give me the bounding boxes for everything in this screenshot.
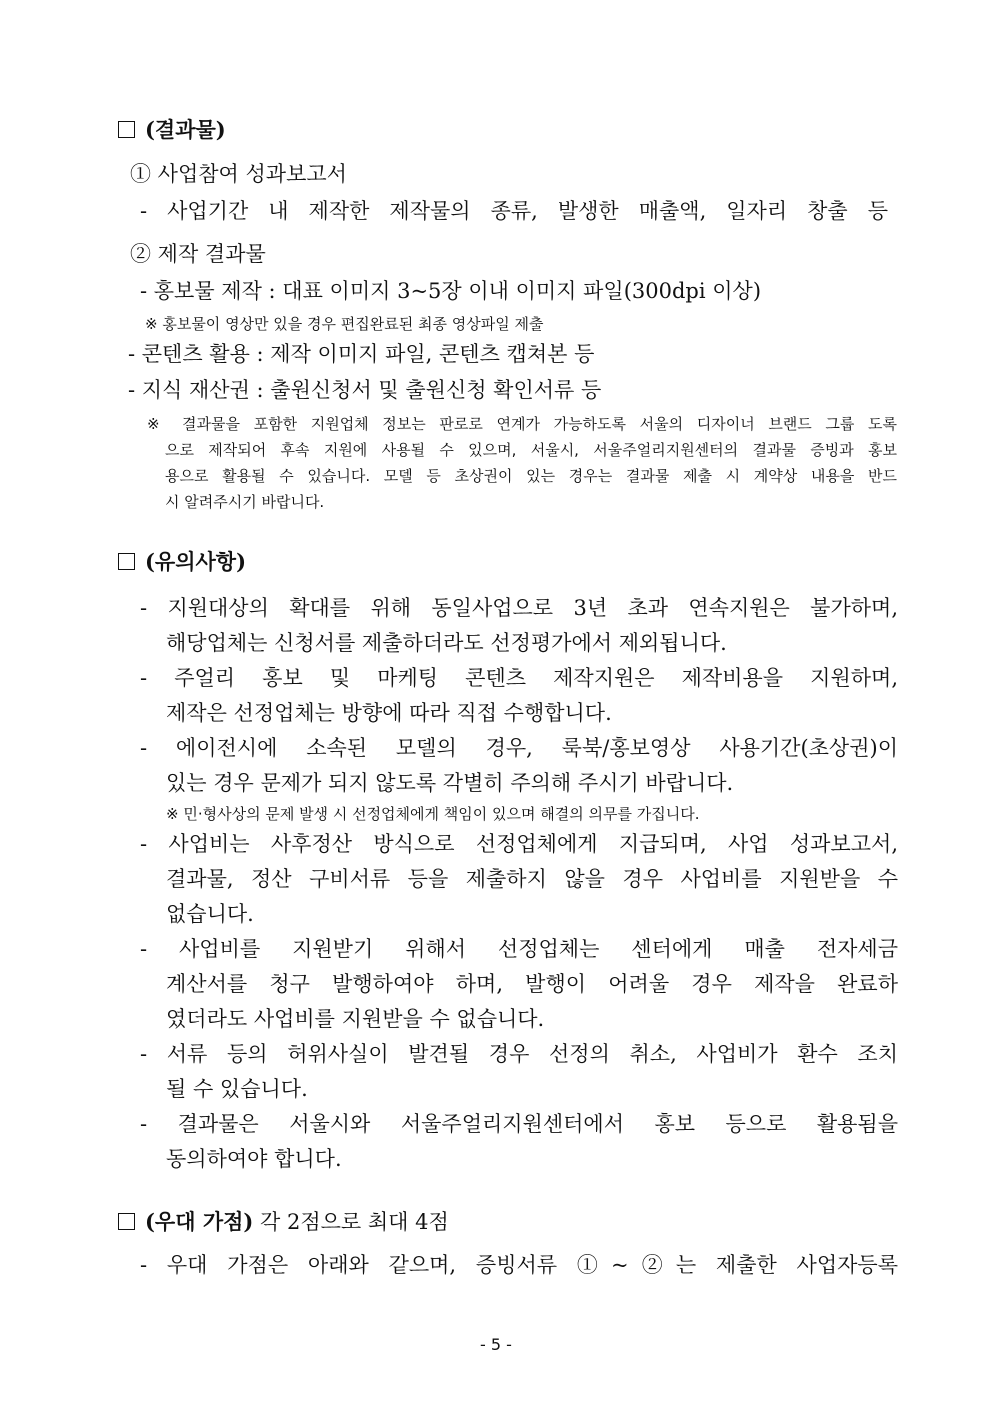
notice-line: 계산서를 청구 발행하여야 하며, 발행이 어려울 경우 제작을 완료하	[166, 972, 898, 996]
results-note-line: ※ 결과물을 포함한 지원업체 정보는 판로로 연계가 가능하도록 서울의 디자이너 브랜드 그룹 도록	[147, 415, 897, 433]
notice-line: 있는 경우 문제가 되지 않도록 각별히 주의해 주시기 바랍니다.	[166, 771, 734, 795]
results-note-line: 시 알려주시기 바랍니다.	[165, 493, 325, 511]
notice-line: 없습니다.	[166, 902, 254, 926]
page-number: - 5 -	[480, 1335, 512, 1354]
results-note-line: 용으로 활용될 수 있습니다. 모델 등 초상권이 있는 경우는 결과물 제출 시 계약상 내용을 반드	[165, 467, 897, 485]
notice-line: - 주얼리 홍보 및 마케팅 콘텐츠 제작지원은 제작비용을 지원하며,	[140, 666, 898, 690]
results-item1-title: ① 사업참여 성과보고서	[130, 162, 347, 186]
notice-line: 였더라도 사업비를 지원받을 수 없습니다.	[166, 1007, 545, 1031]
checkbox-square-icon	[118, 553, 135, 570]
section-heading-results: (결과물)	[118, 116, 226, 144]
checkbox-square-icon	[118, 1213, 135, 1230]
results-item2-note: ※ 홍보물이 영상만 있을 경우 편집완료된 최종 영상파일 제출	[145, 315, 544, 333]
notice-line: 될 수 있습니다.	[166, 1077, 308, 1101]
notice-line: - 사업비는 사후정산 방식으로 선정업체에게 지급되며, 사업 성과보고서,	[140, 832, 898, 856]
notice-line: 제작은 선정업체는 방향에 따라 직접 수행합니다.	[166, 701, 612, 725]
checkbox-square-icon	[118, 121, 135, 138]
results-note-line: 으로 제작되어 후속 지원에 사용될 수 있으며, 서울시, 서울주얼리지원센터의 결과물 증빙과 홍보	[165, 441, 897, 459]
results-item2-line3: - 지식 재산권 : 출원신청서 및 출원신청 확인서류 등	[128, 378, 602, 402]
section-heading-notice: (유의사항)	[118, 548, 246, 576]
notice-line: - 사업비를 지원받기 위해서 선정업체는 센터에게 매출 전자세금	[140, 937, 898, 961]
notice-line: - 에이전시에 소속된 모델의 경우, 룩북/홍보영상 사용기간(초상권)이	[140, 736, 898, 760]
notice-line: 해당업체는 신청서를 제출하더라도 선정평가에서 제외됩니다.	[166, 631, 727, 655]
notice-line: 결과물, 정산 구비서류 등을 제출하지 않을 경우 사업비를 지원받을 수	[166, 867, 898, 891]
results-item1-line: - 사업기간 내 제작한 제작물의 종류, 발생한 매출액, 일자리 창출 등	[140, 199, 888, 223]
notice-small-note: ※ 민·형사상의 문제 발생 시 선정업체에게 책임이 있으며 해결의 의무를 가집니다.	[166, 805, 700, 823]
results-item2-line2: - 콘텐츠 활용 : 제작 이미지 파일, 콘텐츠 캡쳐본 등	[128, 342, 595, 366]
results-item2-title: ② 제작 결과물	[130, 242, 266, 266]
bonus-line: - 우대 가점은 아래와 같으며, 증빙서류 ①~②는 제출한 사업자등록	[140, 1253, 898, 1277]
notice-line: 동의하여야 합니다.	[166, 1147, 342, 1171]
results-item2-line1: - 홍보물 제작 : 대표 이미지 3~5장 이내 이미지 파일(300dpi 이상)	[140, 279, 762, 303]
notice-line: - 지원대상의 확대를 위해 동일사업으로 3년 초과 연속지원은 불가하며,	[140, 596, 898, 620]
section-heading-bonus: (우대 가점) 각 2점으로 최대 4점	[118, 1208, 449, 1236]
notice-line: - 결과물은 서울시와 서울주얼리지원센터에서 홍보 등으로 활용됨을	[140, 1112, 898, 1136]
notice-line: - 서류 등의 허위사실이 발견될 경우 선정의 취소, 사업비가 환수 조치	[140, 1042, 898, 1066]
